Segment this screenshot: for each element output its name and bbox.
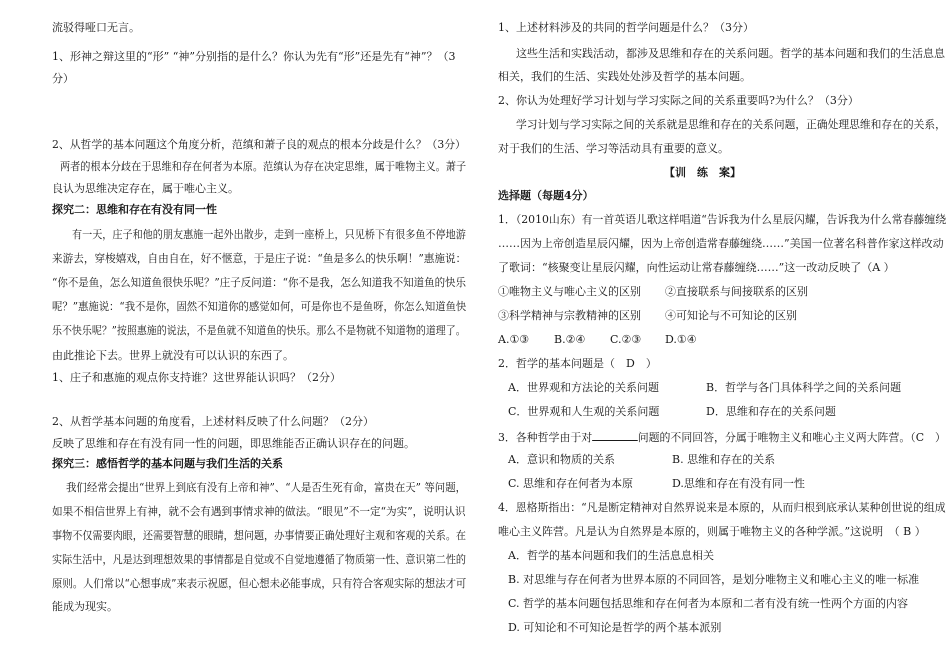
passage-line: 来游去，穿梭嬉戏，自由自在，好不惬意，于是庄子说：“鱼是多么的快乐啊！”惠施说：	[52, 252, 467, 265]
option: D. 可知论和不可知论是哲学的两个基本派别	[508, 621, 722, 634]
option: D．思维和存在的关系问题	[706, 405, 836, 418]
passage-line: 我们经常会提出“世界上到底有没有上帝和神”、“人是否生死有命，富贵在天” 等问题，	[66, 481, 467, 494]
blank-underline	[592, 430, 638, 441]
option: D.思维和存在有没有同一性	[672, 477, 805, 490]
question: 2、从哲学的基本问题这个角度分析，范缜和萧子良的观点的根本分歧是什么？（3分）	[52, 138, 466, 151]
passage-line: 呢？”惠施说：“我不是你，固然不知道你的感觉如何，可是你也不是鱼呀，你怎么知道鱼快	[52, 300, 467, 313]
question-part: 问题的不同回答，分属于唯物主义和唯心主义两大阵营。（C ）	[637, 431, 946, 444]
question	[498, 430, 946, 443]
answer-line: 相关，我们的生活、实践处处涉及哲学的基本问题。	[498, 70, 751, 83]
option: C.②③	[610, 333, 642, 346]
passage-line: 实际生活中，凡是达到理想效果的事情都是自觉或不自觉地遵循了物质第一性、意识第二性的	[52, 553, 467, 566]
answer-line: 反映了思维和存在有没有同一性的问题，即思维能否正确认识存在的问题。	[52, 437, 415, 450]
section-title: 【训 练 案】	[664, 166, 741, 179]
option: C．世界观和人生观的关系问题	[508, 405, 660, 418]
option: B. 对思维与存在何者为世界本原的不同回答，是划分唯物主义和唯心主义的唯一标准	[508, 573, 920, 586]
passage-line: 事物不仅需要肉眼，还需要智慧的眼睛，想问题，办事情要正确处理好主观和客观的关系。在	[52, 529, 467, 542]
option: ①唯物主义与唯心主义的区别	[498, 285, 641, 298]
question: 2．哲学的基本问题是（ D ）	[498, 357, 657, 370]
text-line: 流驳得哑口无言。	[52, 21, 140, 34]
answer-line: 对于我们的生活、学习等活动具有重要的意义。	[498, 142, 729, 155]
section-heading: 探究二：思维和存在有没有同一性	[52, 203, 217, 216]
option: A.①③	[498, 333, 530, 346]
option: ②直接联系与间接联系的区别	[665, 285, 808, 298]
question: 1、上述材料涉及的共同的哲学问题是什么？（3分）	[498, 21, 754, 34]
question: 2、从哲学基本问题的角度看，上述材料反映了什么问题？（2分）	[52, 415, 374, 428]
option: ④可知论与不可知论的区别	[665, 309, 797, 322]
option: B.②④	[554, 333, 586, 346]
passage-line: 有一天，庄子和他的朋友惠施一起外出散步，走到一座桥上，只见桥下有很多鱼不停地游	[72, 228, 466, 241]
option: C. 思维和存在何者为本原	[508, 477, 634, 490]
option: B. 思维和存在的关系	[672, 453, 776, 466]
passage-line: 能成为现实。	[52, 600, 118, 613]
option: A．哲学的基本问题和我们的生活息息相关	[508, 549, 714, 562]
answer-line: 这些生活和实践活动，都涉及思维和存在的关系问题。哲学的基本问题和我们的生活息息	[516, 47, 945, 60]
section-heading: 选择题（每题4分）	[498, 189, 594, 202]
answer-line: 良认为思维决定存在，属于唯心主义。	[52, 182, 239, 195]
question: 4．恩格斯指出：“凡是断定精神对自然界说来是本原的，从而归根到底承认某种创世说的组成	[498, 501, 946, 514]
question: 分）	[52, 72, 74, 85]
answer-line: 两者的根本分歧在于思维和存在何者为本原。范缜认为存在决定思维，属于唯物主义。萧子	[60, 160, 467, 173]
section-heading: 探究三：感悟哲学的基本问题与我们生活的关系	[52, 457, 283, 470]
question: 1．（2010山东）有一首英语儿歌这样唱道“告诉我为什么星辰闪耀，告诉我为什么常春藤缠绕	[498, 213, 947, 226]
passage-line: “你不是鱼，怎么知道鱼很快乐呢？”庄子反问道：“你不是我，怎么知道我不知道鱼的快乐	[52, 276, 467, 289]
question-part: 3．各种哲学由于对	[498, 431, 593, 444]
option: ③科学精神与宗教精神的区别	[498, 309, 641, 322]
passage-line: 由此推论下去。世界上就没有可以认识的东西了。	[52, 349, 294, 362]
question: 了歌词：“核聚变让星辰闪耀，向性运动让常春藤缠绕……”这一改动反映了（A ）	[498, 261, 895, 274]
passage-line: 乐不快乐呢？”按照惠施的说法，不是鱼就不知道鱼的快乐。那么不是物就不知道物的道理了。	[52, 324, 466, 337]
option: B．哲学与各门具体科学之间的关系问题	[706, 381, 902, 394]
answer-line: 学习计划与学习实际之间的关系就是思维和存在的关系问题，正确处理思维和存在的关系，	[516, 118, 946, 131]
question: 唯心主义阵营。凡是认为自然界是本原的，则属于唯物主义的各种学派。”这说明 （ B ）	[498, 525, 926, 538]
passage-line: 如果不相信世界上有神，就不会有遇到事情求神的做法。“眼见”不一定“为实”，说明认识	[52, 505, 466, 518]
option: C. 哲学的基本问题包括思维和存在何者为本原和二者有没有统一性两个方面的内容	[508, 597, 909, 610]
passage-line: 原则。人们常以“心想事成”来表示祝愿，但心想未必能事成，只有符合客观实际的想法才可	[52, 577, 467, 590]
option: D.①④	[665, 333, 697, 346]
question: 1、庄子和惠施的观点你支持谁？这世界能认识吗？（2分）	[52, 371, 341, 384]
question: 1、形神之辩这里的“形” “神”分别指的是什么？你认为先有“形”还是先有“神”？（3	[52, 50, 456, 63]
option: A．世界观和方法论的关系问题	[508, 381, 659, 394]
question: 2、你认为处理好学习计划与学习实际之间的关系重要吗?为什么？（3分）	[498, 94, 859, 107]
option: A．意识和物质的关系	[508, 453, 615, 466]
question: ……因为上帝创造星辰闪耀，因为上帝创造常春藤缠绕……”美国一位著名科普作家这样改动	[498, 237, 944, 250]
